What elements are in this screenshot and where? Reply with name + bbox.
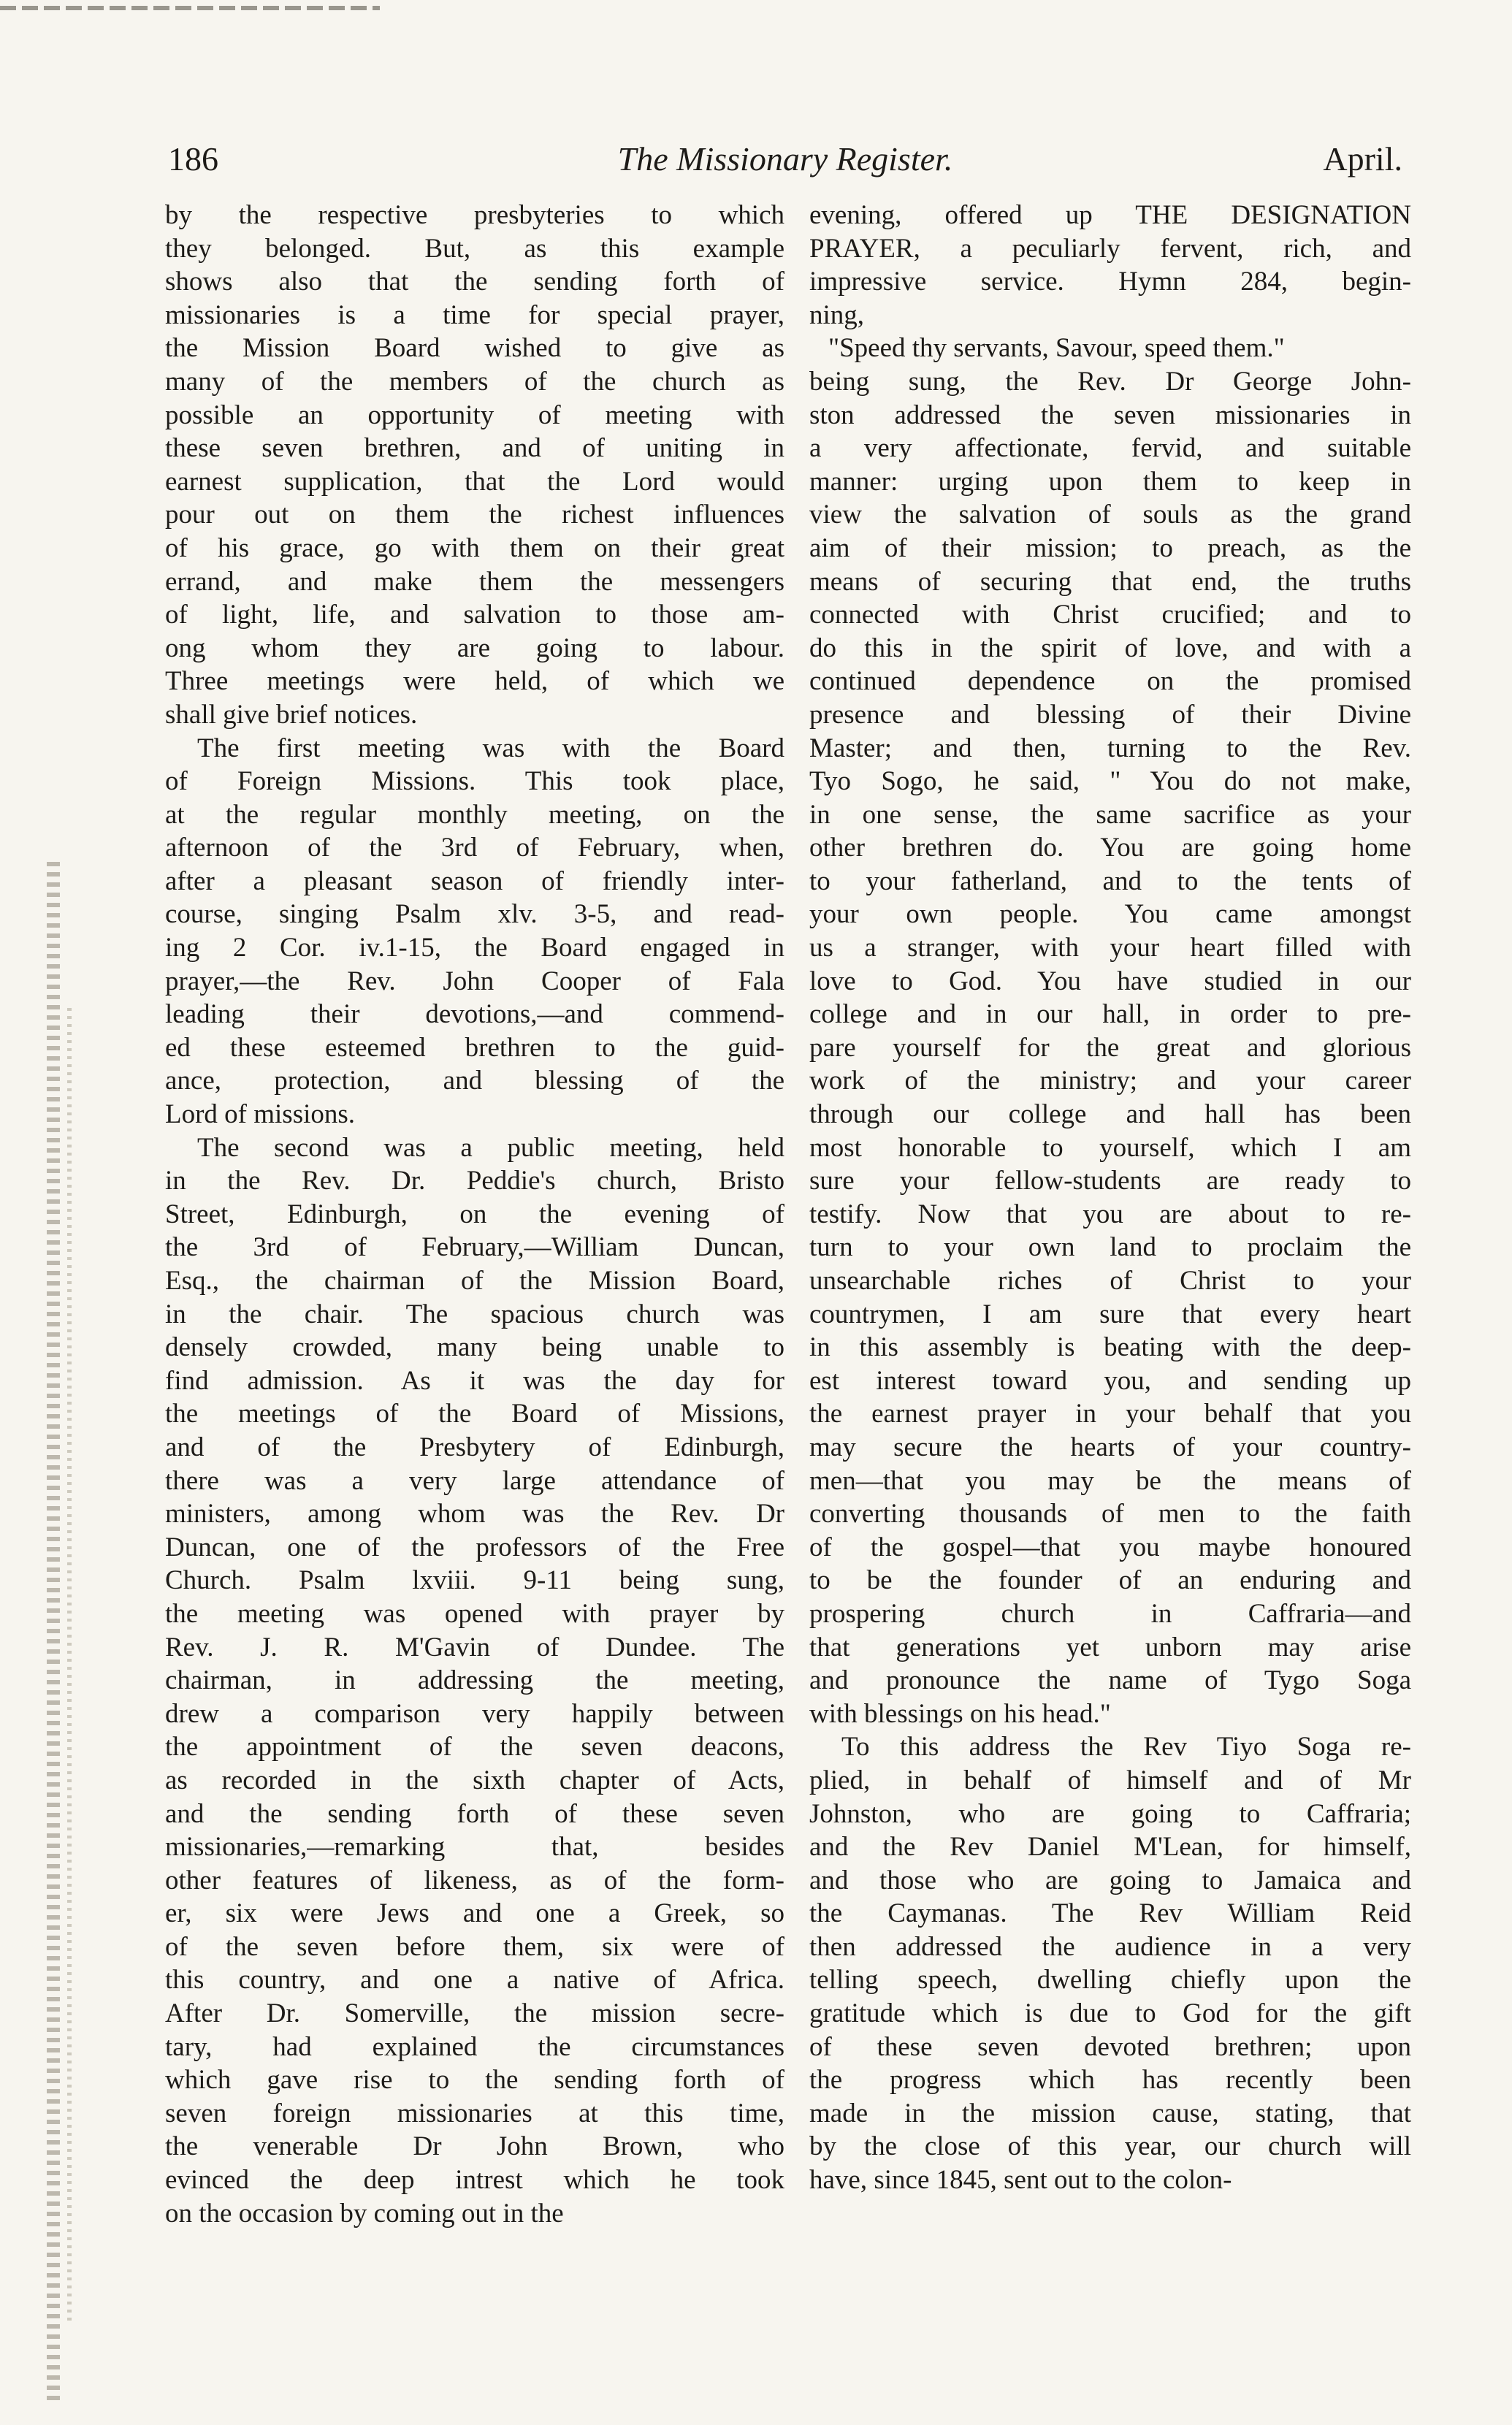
text-line: converting thousands of men to the faith (809, 1499, 1411, 1530)
text-line: Johnston, who are going to Caffraria; (809, 1798, 1411, 1829)
text-line: ston addressed the seven missionaries in (809, 400, 1411, 430)
right-column (809, 199, 1411, 2288)
text-line: Rev. J. R. M'Gavin of Dundee. The (165, 1632, 784, 1662)
running-header (168, 130, 1402, 188)
text-line: plied, in behalf of himself and of Mr (809, 1765, 1411, 1795)
text-line: evening, offered up THE DESIGNATION (809, 200, 1411, 230)
text-line: the meetings of the Board of Missions, (165, 1399, 784, 1429)
text-line: Duncan, one of the professors of the Free (165, 1532, 784, 1562)
text-line: To this address the Rev Tiyo Soga re- (841, 1732, 1411, 1763)
text-line: many of the members of the church as (165, 366, 784, 397)
text-line: then addressed the audience in a very (809, 1931, 1411, 1962)
text-line: chairman, in addressing the meeting, (165, 1665, 784, 1696)
text-line: manner: urging upon them to keep in (809, 466, 1411, 497)
text-line: and pronounce the name of Tygo Soga (809, 1665, 1411, 1696)
text-line: men—that you may be the means of (809, 1465, 1411, 1496)
text-line: and those who are going to Jamaica and (809, 1865, 1411, 1895)
text-line: by the respective presbyteries to which (165, 200, 784, 230)
text-line: of the gospel—that you maybe honoured (809, 1532, 1411, 1562)
text-line: the appointment of the seven deacons, (165, 1732, 784, 1763)
text-line: of these seven devoted brethren; upon (809, 2031, 1411, 2062)
text-line: there was a very large attendance of (165, 1465, 784, 1496)
text-line: work of the ministry; and your career (809, 1066, 1411, 1096)
text-line: of Foreign Missions. This took place, (165, 766, 784, 797)
text-line: telling speech, dwelling chiefly upon the (809, 1965, 1411, 1996)
text-line: of the seven before them, six were of (165, 1931, 784, 1962)
text-line: missionaries is a time for special prayer, (165, 299, 784, 330)
text-line: in the chair. The spacious church was (165, 1299, 784, 1329)
text-line: which gave rise to the sending forth of (165, 2065, 784, 2096)
text-line: presence and blessing of their Divine (809, 699, 1411, 730)
text-line: ed these esteemed brethren to the guid- (165, 1032, 784, 1063)
text-line: by the close of this year, our church will (809, 2131, 1411, 2162)
text-line: Street, Edinburgh, on the evening of (165, 1199, 784, 1229)
text-line: a very affectionate, fervid, and suitable (809, 433, 1411, 464)
text-line: after a pleasant season of friendly inter- (165, 866, 784, 896)
torn-top-edge (0, 6, 380, 10)
left-column (165, 199, 784, 2288)
text-line: evinced the deep intrest which he took (165, 2165, 784, 2196)
text-line: ministers, among whom was the Rev. Dr (165, 1499, 784, 1530)
text-line: your own people. You came amongst (809, 899, 1411, 930)
text-line: most honorable to yourself, which I am (809, 1132, 1411, 1163)
text-line: ong whom they are going to labour. (165, 633, 784, 663)
text-line: prospering church in Caffraria—and (809, 1598, 1411, 1629)
text-line: find admission. As it was the day for (165, 1365, 784, 1396)
text-line: us a stranger, with your heart filled with (809, 933, 1411, 963)
text-line: pare yourself for the great and glorious (809, 1032, 1411, 1063)
text-line: of his grace, go with them on their great (165, 532, 784, 563)
text-line: on the occasion by coming out in the (165, 2198, 564, 2229)
text-line: sure your fellow-students are ready to (809, 1166, 1411, 1196)
text-line: the venerable Dr John Brown, who (165, 2131, 784, 2162)
text-line: ance, protection, and blessing of the (165, 1066, 784, 1096)
text-line: pour out on them the richest influences (165, 500, 784, 530)
text-line: PRAYER, a peculiarly fervent, rich, and (809, 233, 1411, 264)
text-line: the 3rd of February,—William Duncan, (165, 1232, 784, 1263)
text-line: est interest toward you, and sending up (809, 1365, 1411, 1396)
text-line: missionaries,—remarking that, besides (165, 1832, 784, 1863)
text-line: drew a comparison very happily between (165, 1698, 784, 1729)
text-line: The first meeting was with the Board (197, 733, 784, 763)
text-line: other features of likeness, as of the form- (165, 1865, 784, 1895)
text-line: Church. Psalm lxviii. 9-11 being sung, (165, 1565, 784, 1596)
text-line: shall give brief notices. (165, 699, 418, 730)
text-line: seven foreign missionaries at this time, (165, 2098, 784, 2128)
text-line: these seven brethren, and of uniting in (165, 433, 784, 464)
text-line: view the salvation of souls as the grand (809, 500, 1411, 530)
text-line: with blessings on his head." (809, 1698, 1111, 1729)
text-line: Esq., the chairman of the Mission Board, (165, 1266, 784, 1296)
text-line: unsearchable riches of Christ to your (809, 1266, 1411, 1296)
text-line: the earnest prayer in your behalf that you (809, 1399, 1411, 1429)
text-line: do this in the spirit of love, and with a (809, 633, 1411, 663)
text-line: Tyo Sogo, he said, " You do not make, (809, 766, 1411, 797)
text-line: at the regular monthly meeting, on the (165, 799, 784, 830)
text-line: leading their devotions,—and commend- (165, 999, 784, 1030)
text-line: gratitude which is due to God for the gift (809, 1998, 1411, 2029)
text-line: in this assembly is beating with the deep- (809, 1332, 1411, 1363)
text-line: possible an opportunity of meeting with (165, 400, 784, 430)
text-line: love to God. You have studied in our (809, 966, 1411, 996)
binding-edge-marks (47, 862, 60, 2403)
text-line: turn to your own land to proclaim the (809, 1232, 1411, 1263)
text-line: prayer,—the Rev. John Cooper of Fala (165, 966, 784, 996)
text-line: in the Rev. Dr. Peddie's church, Bristo (165, 1166, 784, 1196)
text-line: afternoon of the 3rd of February, when, (165, 833, 784, 863)
text-line: to your fatherland, and to the tents of (809, 866, 1411, 896)
text-line: shows also that the sending forth of (165, 267, 784, 297)
text-line: this country, and one a native of Africa. (165, 1965, 784, 1996)
text-line: made in the mission cause, stating, that (809, 2098, 1411, 2128)
text-line: of light, life, and salvation to those am- (165, 600, 784, 630)
text-line: errand, and make them the messengers (165, 566, 784, 597)
running-title: The Missionary Register. (617, 140, 953, 177)
text-line: and of the Presbytery of Edinburgh, (165, 1432, 784, 1462)
text-line: countrymen, I am sure that every heart (809, 1299, 1411, 1329)
text-line: ning, (809, 299, 865, 330)
text-line: to be the founder of an enduring and (809, 1565, 1411, 1596)
text-line: connected with Christ crucified; and to (809, 600, 1411, 630)
text-line: college and in our hall, in order to pre- (809, 999, 1411, 1030)
text-line: Master; and then, turning to the Rev. (809, 733, 1411, 763)
text-line: Three meetings were held, of which we (165, 666, 784, 697)
text-line: in one sense, the same sacrifice as your (809, 799, 1411, 830)
text-line: tary, had explained the circumstances (165, 2031, 784, 2062)
text-line: densely crowded, many being unable to (165, 1332, 784, 1363)
text-line: testify. Now that you are about to re- (809, 1199, 1411, 1229)
text-line: er, six were Jews and one a Greek, so (165, 1898, 784, 1929)
header-month: April. (1323, 140, 1402, 177)
text-line: earnest supplication, that the Lord would (165, 466, 784, 497)
text-line: may secure the hearts of your country- (809, 1432, 1411, 1462)
text-line: that generations yet unborn may arise (809, 1632, 1411, 1662)
text-line: The second was a public meeting, held (197, 1132, 784, 1163)
text-line: impressive service. Hymn 284, begin- (809, 267, 1411, 297)
text-line: have, since 1845, sent out to the colon- (809, 2165, 1232, 2196)
text-line: the Mission Board wished to give as (165, 333, 784, 364)
text-line: and the Rev Daniel M'Lean, for himself, (809, 1832, 1411, 1863)
text-line: ing 2 Cor. iv.1-15, the Board engaged in (165, 933, 784, 963)
text-line: other brethren do. You are going home (809, 833, 1411, 863)
text-line: the progress which has recently been (809, 2065, 1411, 2096)
text-line: through our college and hall has been (809, 1099, 1411, 1130)
page-number: 186 (168, 140, 218, 177)
text-line: as recorded in the sixth chapter of Acts, (165, 1765, 784, 1795)
text-line: they belonged. But, as this example (165, 233, 784, 264)
text-line: the Caymanas. The Rev William Reid (809, 1898, 1411, 1929)
text-line: and the sending forth of these seven (165, 1798, 784, 1829)
binding-edge-marks-inner (67, 1008, 72, 2323)
text-line: continued dependence on the promised (809, 666, 1411, 697)
text-line: Lord of missions. (165, 1099, 356, 1130)
text-line: being sung, the Rev. Dr George John- (809, 366, 1411, 397)
text-line: the meeting was opened with prayer by (165, 1598, 784, 1629)
text-line: course, singing Psalm xlv. 3-5, and read- (165, 899, 784, 930)
text-line: "Speed thy servants, Savour, speed them." (828, 333, 1285, 364)
text-line: aim of their mission; to preach, as the (809, 532, 1411, 563)
text-line: After Dr. Somerville, the mission secre- (165, 1998, 784, 2029)
text-line: means of securing that end, the truths (809, 566, 1411, 597)
